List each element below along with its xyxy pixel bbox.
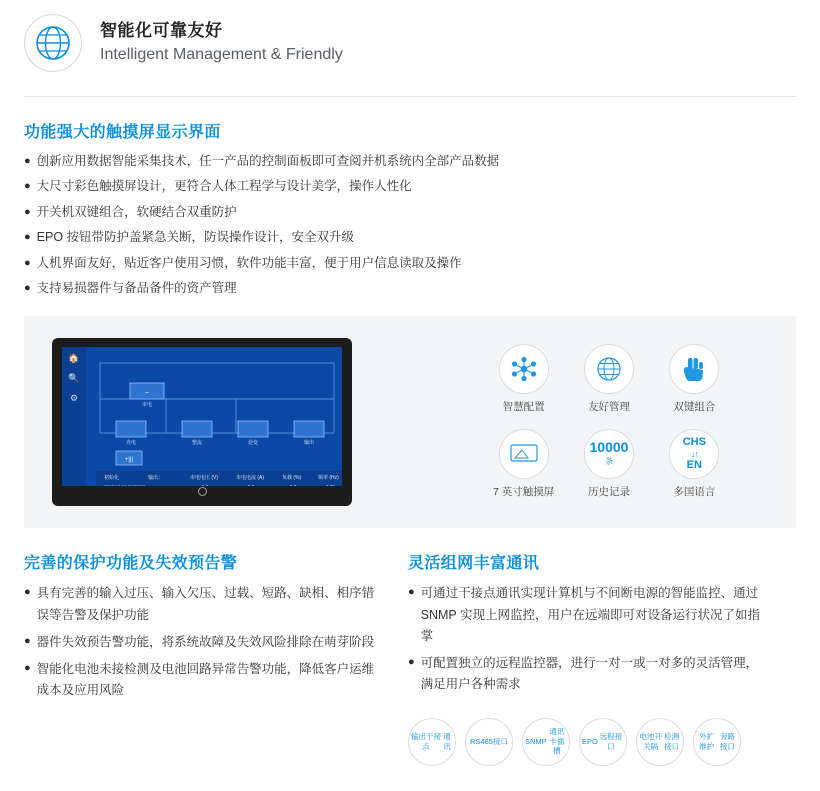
- list-item: ● 创新应用数据智能采集技术，任一产品的控制面板即可查阅并机系统内全部产品数据: [24, 152, 796, 171]
- language-switch-icon: CHS ↓↑ EN: [669, 429, 719, 479]
- section-protection-bullets: [24, 583, 380, 701]
- list-item: ● 开关机双键组合，软硬结合双重防护: [24, 203, 796, 222]
- pill-rs485: RS485接口: [465, 718, 513, 766]
- pill-maintenance-bypass: 外扩维护 旁路接口: [693, 718, 741, 766]
- section-network-bullets: [408, 583, 764, 695]
- bullet-marker-icon: ●: [24, 256, 31, 269]
- touchscreen-device: [52, 338, 352, 506]
- bullet-marker-icon: ●: [408, 656, 415, 668]
- device-diagram: [86, 347, 342, 490]
- list-item: ● 智能化电池未接检测及电池回路异常告警功能，降低客户运维成本及应用风险: [24, 659, 380, 702]
- comm-interface-pills: [408, 718, 764, 766]
- section-protection-title: 完善的保护功能及失效预告警: [24, 555, 238, 573]
- pill-battery-switch: 电池开关隔 检测接口: [636, 718, 684, 766]
- svg-text:0.0: 0.0: [290, 484, 297, 490]
- home-icon[interactable]: 🏠: [68, 353, 80, 364]
- svg-text:逆变: 逆变: [247, 440, 259, 447]
- settings-icon[interactable]: ⚙: [69, 393, 79, 404]
- pill-epo: EPO 远程接口: [579, 718, 627, 766]
- svg-text:整流: 整流: [191, 440, 203, 447]
- svg-text:负载 (%): 负载 (%): [282, 475, 302, 482]
- svg-text:+|||: +|||: [124, 457, 134, 464]
- svg-text:0.0: 0.0: [202, 484, 209, 490]
- feature-two-key-combo: 双键组合: [655, 344, 734, 415]
- list-item: ● 可配置独立的远程监控器，进行一对一或一对多的灵活管理，满足用户各种需求: [408, 653, 764, 696]
- bullet-marker-icon: ●: [24, 634, 31, 647]
- bullet-marker-icon: ●: [24, 281, 31, 294]
- device-side-rail: [62, 347, 86, 486]
- list-item: ● 支持易损器件与备品备件的资产管理: [24, 279, 796, 298]
- smart-config-icon: [499, 344, 549, 394]
- feature-smart-config: 智慧配置: [484, 344, 563, 415]
- showcase-panel: [24, 316, 796, 528]
- history-count-icon: 10000 条: [584, 429, 634, 479]
- search-icon[interactable]: 🔍: [68, 373, 80, 384]
- section-touchscreen: [0, 97, 820, 298]
- svg-text:~: ~: [144, 390, 150, 398]
- svg-text:0.00: 0.00: [326, 484, 335, 490]
- list-item: ● 可通过干接点通讯实现计算机与不间断电源的智能监控、通过 SNMP 实现上网监控，用户在远端即可对设备运行状况了如指掌: [408, 583, 764, 647]
- list-item: ● 器件失效预告警功能，将系统故障及失效风险排除在萌芽阶段: [24, 632, 380, 653]
- device-screen: [62, 347, 342, 490]
- bullet-marker-icon: ●: [24, 205, 31, 218]
- feature-screen-size: 7 英寸触摸屏: [484, 429, 563, 500]
- section-network-title: 灵活组网丰富通讯: [408, 555, 540, 573]
- page-header: [0, 0, 820, 90]
- svg-text:市电电压 (V): 市电电压 (V): [190, 475, 219, 482]
- globe-icon: [584, 344, 634, 394]
- svg-text:初始化: 初始化: [104, 475, 120, 482]
- svg-text:输出: 输出: [303, 440, 315, 447]
- globe-icon: [24, 14, 82, 72]
- section-protection: [24, 550, 380, 765]
- page-title: 智能化可靠友好: [100, 21, 223, 41]
- feature-history-records: 10000 条 历史记录: [569, 429, 648, 500]
- bullet-marker-icon: ●: [24, 180, 31, 193]
- device-home-button[interactable]: [62, 486, 342, 497]
- hand-two-key-icon: [669, 344, 719, 394]
- section-touchscreen-title: 功能强大的触摸屏显示界面: [24, 124, 221, 141]
- header-text: [100, 19, 343, 67]
- bullet-marker-icon: ●: [408, 586, 415, 599]
- svg-text:2017.12.12 20:08:12: 2017.12.12 20:08:12: [104, 484, 146, 490]
- bullet-marker-icon: ●: [24, 231, 31, 244]
- home-circle-icon: [198, 487, 207, 496]
- feature-icon-grid: [484, 344, 734, 499]
- lower-sections: [0, 528, 820, 765]
- feature-friendly-management: 友好管理: [569, 344, 648, 415]
- page-subtitle: Intelligent Management & Friendly: [100, 45, 343, 63]
- list-item: ● 人机界面友好，贴近客户使用习惯，软件功能丰富，便于用户信息读取及操作: [24, 254, 796, 273]
- list-item: ● 大尺寸彩色触摸屏设计，更符合人体工程学与设计美学，操作人性化: [24, 177, 796, 196]
- pill-dry-contact: 输出干接点 通讯: [408, 718, 456, 766]
- svg-text:0.0: 0.0: [248, 484, 255, 490]
- pill-snmp: SNMP 通讯卡插槽: [522, 718, 570, 766]
- section-network: [408, 550, 764, 765]
- list-item: ● 具有完善的输入过压、输入欠压、过载、短路、缺相、相序错误等告警及保护功能: [24, 583, 380, 626]
- svg-text:充电: 充电: [125, 440, 137, 447]
- screen-icon: [499, 429, 549, 479]
- svg-text:输出：: 输出：: [148, 475, 164, 482]
- feature-multi-language: CHS ↓↑ EN 多国语言: [655, 429, 734, 500]
- bullet-marker-icon: ●: [24, 155, 31, 167]
- svg-text:市电电流 (A): 市电电流 (A): [236, 475, 265, 482]
- svg-text:频率 (Hz): 频率 (Hz): [318, 475, 339, 482]
- bullet-marker-icon: ●: [24, 586, 31, 599]
- list-item: ● EPO 按钮带防护盖紧急关断，防误操作设计，安全双升级: [24, 228, 796, 247]
- section-touchscreen-bullets: [24, 152, 796, 298]
- bullet-marker-icon: ●: [24, 662, 31, 674]
- svg-text:市电: 市电: [141, 402, 153, 409]
